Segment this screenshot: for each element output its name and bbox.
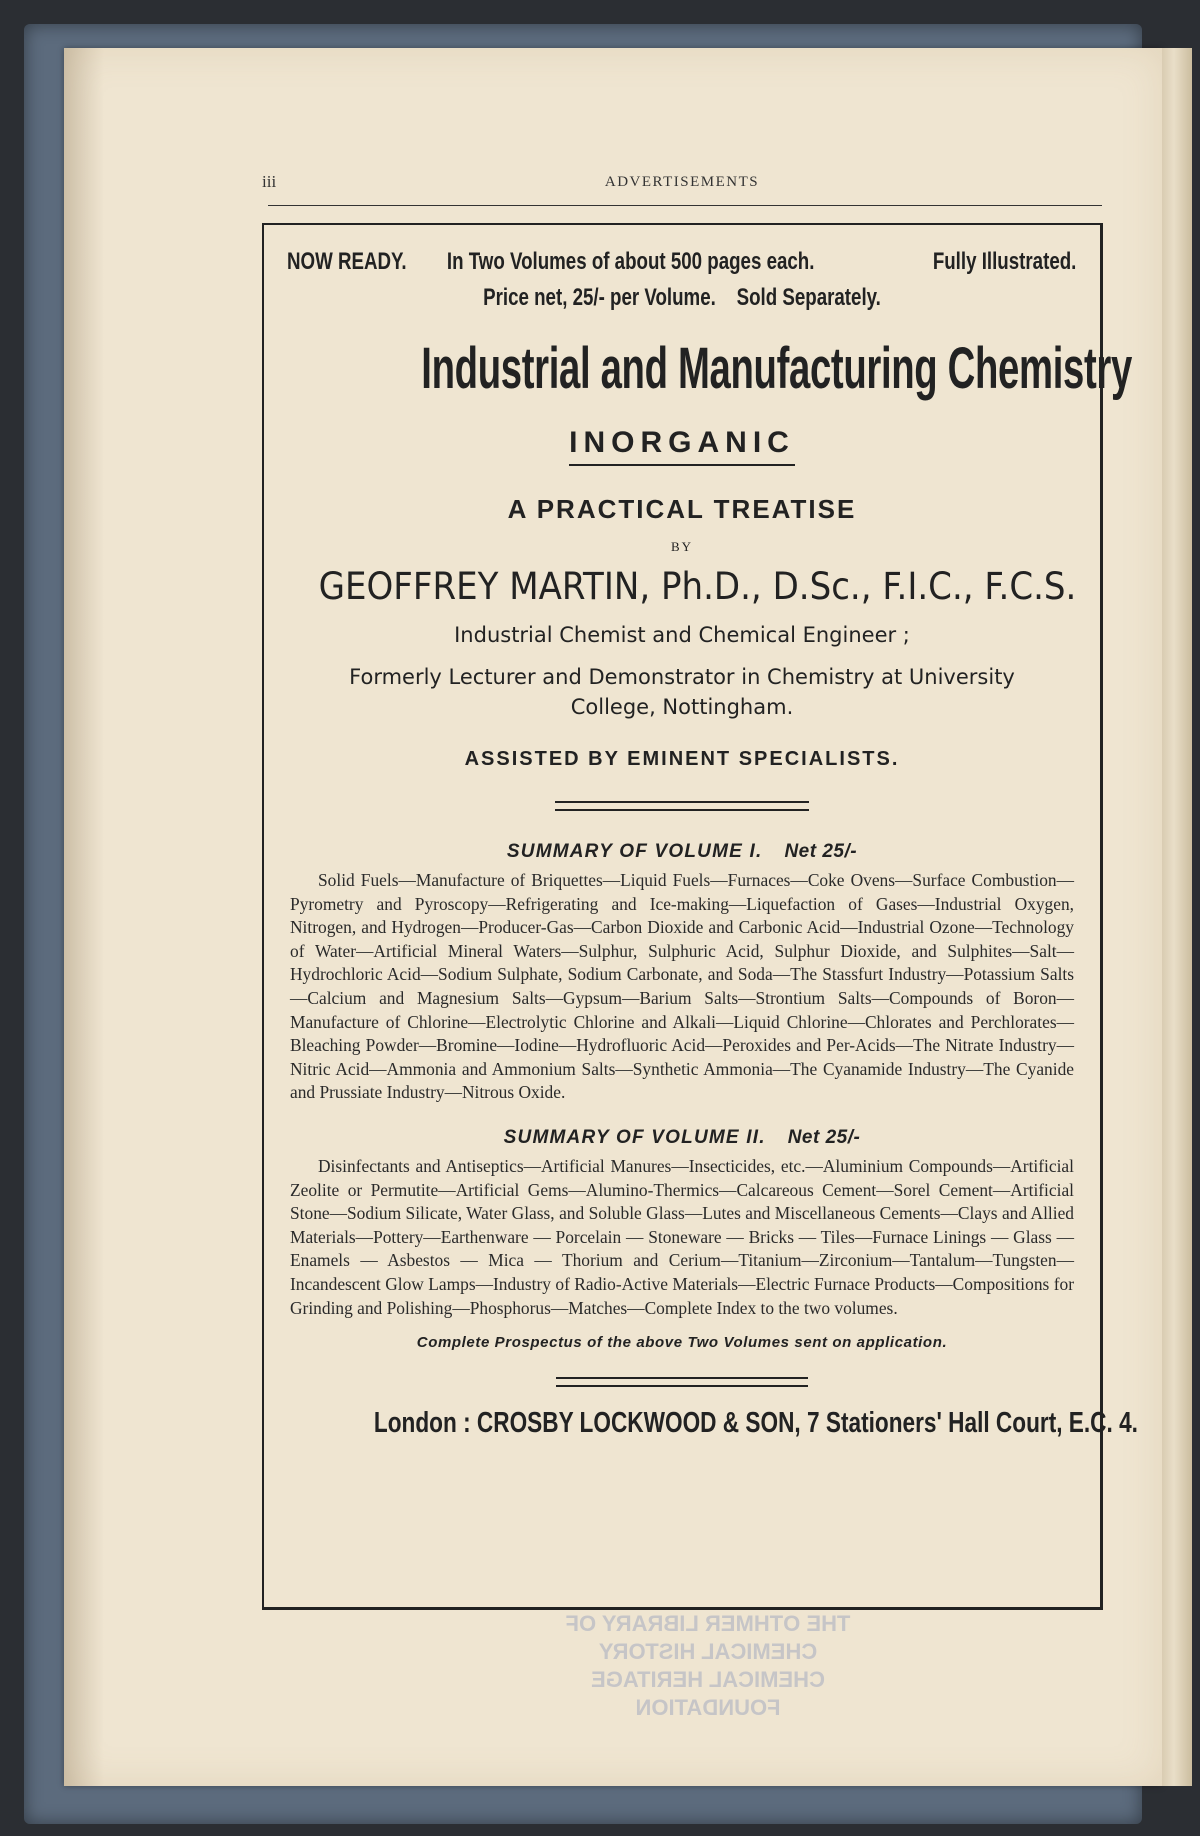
- now-ready: NOW READY.: [287, 248, 407, 275]
- double-rule-bottom: [556, 1377, 808, 1387]
- stamp-line-3: CHEMICAL HERITAGE FOUNDATION: [591, 1667, 825, 1720]
- book-title: Industrial and Manufacturing Chemistry: [421, 336, 1132, 401]
- author-credential-1: Industrial Chemist and Chemical Engineer ;: [454, 623, 910, 647]
- price-line: Price net, 25/- per Volume. Sold Separately.: [483, 284, 881, 311]
- publisher-line: London : CROSBY LOCKWOOD & SON, 7 Stationers' Hall Court, E.C. 4.: [373, 1407, 1138, 1440]
- advertisement: [287, 248, 1138, 1440]
- volume-1-price: Net 25/-: [784, 841, 858, 862]
- volume-2-heading: [287, 1127, 1077, 1149]
- page-edge: [1162, 48, 1192, 1786]
- volume-1-contents: Solid Fuels—Manufacture of Briquettes—Liquid Fuels—Furnaces—Coke Ovens—Surface Combustion—Pyrometry and Pyroscopy—Refrigerating and Ice-making—Liquefaction of Gases—Industrial Oxygen, Nitrogen, and Hydrogen—Producer-Gas—Carbon Dioxide and Carbonic Acid—Industrial Ozone—Technology of Water—Artificial Mineral Waters—Sulphur, Sulphuric Acid, Sulphur Dioxide, and Sulphites—Salt—Hydrochloric Acid—Sodium Sulphate, Sodium Carbonate, and Soda—The Stassfurt Industry—Potassium Salts—Calcium and Magnesium Salts—Gypsum—Barium Salts—Strontium Salts—Compounds of Boron—Manufacture of Chlorine—Electrolytic Chlorine and Alkali—Liquid Chlorine—Chlorates and Perchlorates—Bleaching Powder—Bromine—Iodine—Hydrofluoric Acid—Peroxides and Per-Acids—The Nitrate Industry—Nitric Acid—Ammonia and Ammonium Salts—Synthetic Ammonia—The Cyanamide Industry—The Cyanide and Prussiate Industry—Nitrous Oxide.: [290, 870, 1074, 1103]
- volume-2-title: SUMMARY OF VOLUME II.: [503, 1126, 766, 1148]
- illustrated-note: Fully Illustrated.: [932, 248, 1077, 275]
- author-name: GEOFFREY MARTIN, Ph.D., D.Sc., F.I.C., F.C.S.: [318, 565, 1077, 608]
- assisted-line: ASSISTED BY EMINENT SPECIALISTS.: [464, 748, 900, 770]
- author-credential-2: Formerly Lecturer and Demonstrator in Chemistry at University College, Nottingham.: [349, 665, 1015, 719]
- running-head-title: ADVERTISEMENTS: [604, 174, 760, 190]
- volumes-note: In Two Volumes of about 500 pages each.: [446, 248, 815, 275]
- spine-shadow: [64, 48, 104, 1786]
- treatise-line: A PRACTICAL TREATISE: [507, 494, 857, 524]
- volume-1-heading: [287, 841, 1077, 863]
- page-number: iii: [262, 172, 277, 191]
- book-subject: INORGANIC: [569, 426, 795, 466]
- volume-1-title: SUMMARY OF VOLUME I.: [506, 841, 763, 862]
- stamp-line-1: THE OTHMER LIBRARY OF: [565, 1611, 851, 1636]
- double-rule: [555, 801, 809, 811]
- header-rule: [268, 205, 1102, 206]
- prospectus-note: Complete Prospectus of the above Two Volumes sent on application.: [416, 1334, 948, 1352]
- running-head: [262, 172, 1102, 196]
- volume-2-contents: Disinfectants and Antiseptics—Artificial Manures—Insecticides, etc.—Aluminium Compounds—Artificial Zeolite or Permutite—Artificial Gems—Alumino-Thermics—Calcareous Cement—Sorel Cement—Artificial Stone—Sodium Silicate, Water Glass, and Soluble Glass—Lutes and Miscellaneous Cements—Clays and Allied Materials—Pottery—Earthenware — Porcelain — Stoneware — Bricks — Tiles—Furnace Linings — Glass — Enamels — Asbestos — Mica — Thorium and Cerium—Titanium—Zirconium—Tantalum—Tungsten—Incandescent Glow Lamps—Industry of Radio-Active Materials—Electric Furnace Products—Compositions for Grinding and Polishing—Phosphorus—Matches—Complete Index to the two volumes.: [290, 1155, 1074, 1318]
- ready-line: [287, 248, 1076, 280]
- stamp-line-2: CHEMICAL HISTORY: [598, 1639, 818, 1664]
- library-stamp: [538, 1610, 878, 1740]
- by-line: BY: [670, 539, 694, 554]
- volume-2-price: Net 25/-: [787, 1126, 861, 1148]
